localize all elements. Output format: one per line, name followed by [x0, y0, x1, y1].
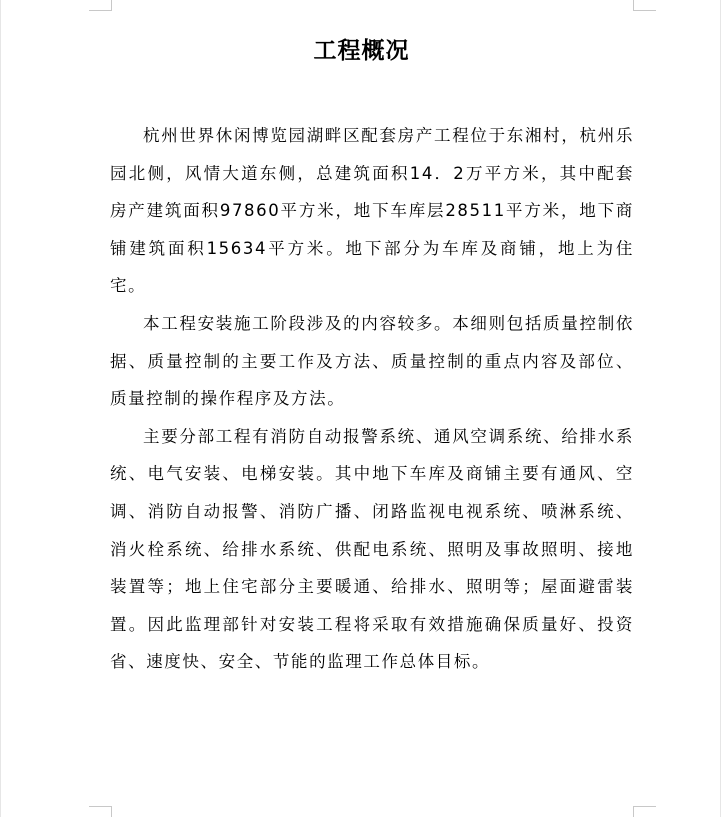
page-title[interactable]: 工程概况	[313, 37, 410, 64]
paragraph-scope[interactable]: 本工程安装施工阶段涉及的内容较多。本细则包括质量控制依据、质量控制的主要工作及方法、质量控制的重点内容及部位、质量控制的操作程序及方法。	[110, 313, 634, 409]
paragraph-subsystems[interactable]: 主要分部工程有消防自动报警系统、通风空调系统、给排水系统、电气安装、电梯安装。其中地下车库及商铺主要有通风、空调、消防自动报警、消防广播、闭路监视电视系统、喷淋系统、消火栓系统、给排水系统、供配电系统、照明及事故照明、接地装置等；地上住宅部分主要暖通、给排水、照明等；屋面避雷装置。因此监理部针对安装工程将采取有效措施确保质量好、投资省、速度快、安全、节能的监理工作总体目标。	[110, 426, 634, 672]
document-body[interactable]	[110, 117, 634, 681]
margin-mark-top-left	[89, 0, 112, 11]
paragraph-overview[interactable]: 杭州世界休闲博览园湖畔区配套房产工程位于东湘村，杭州乐园北侧，风情大道东侧，总建筑面积14．2万平方米，其中配套房产建筑面积97860平方米，地下车库层28511平方米，地下商铺建筑面积15634平方米。地下部分为车库及商铺，地上为住宅。	[110, 126, 634, 296]
margin-mark-top-right	[633, 0, 656, 11]
margin-mark-bottom-right	[633, 806, 656, 817]
margin-mark-bottom-left	[89, 806, 112, 817]
